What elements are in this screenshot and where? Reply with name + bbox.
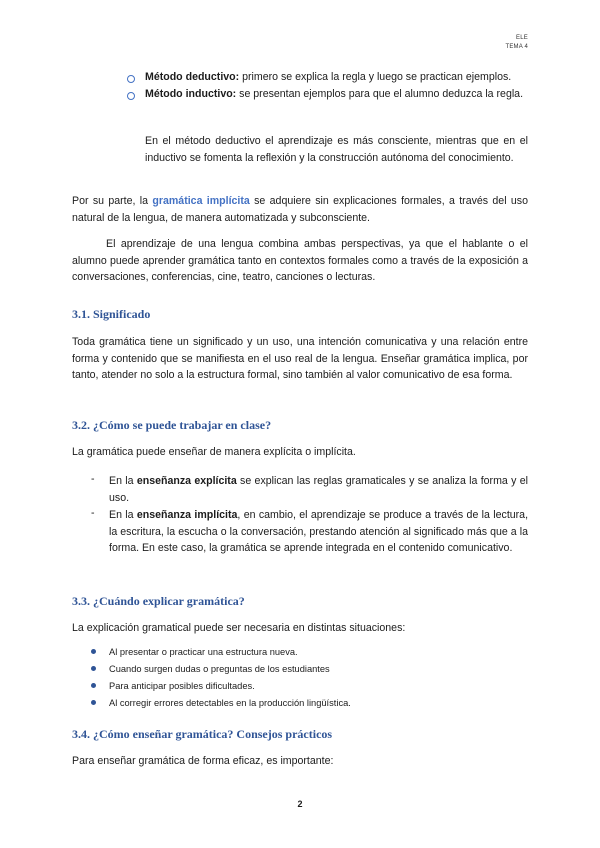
item-text-after: , en cambio, el aprendizaje se produce a través de la lectura, la escritura, la escucha o la conversación, prestando atención al significado más que a la forma. En este caso, la gramática se aprende integrada en el contenido comunicativo. [109, 509, 529, 555]
item-text-before: En la [109, 509, 137, 521]
method-note: En el método deductivo el aprendizaje es más consciente, mientras que en el inductivo se fomenta la reflexión y la construcción autónoma del conocimiento. [145, 135, 528, 164]
section-3-4-intro: Para enseñar gramática de forma eficaz, es importante: [72, 755, 334, 767]
item-text-before: En la [109, 475, 137, 487]
method-text: primero se explica la regla y luego se practican ejemplos. [239, 71, 512, 83]
list-item: Al corregir errores detectables en la producción lingüística. [109, 698, 351, 708]
list-item: Cuando surgen dudas o preguntas de los estudiantes [109, 664, 330, 674]
implicit-paragraph [72, 193, 528, 226]
section-3-2-intro: La gramática puede enseñar de manera explícita o implícita. [72, 446, 356, 458]
method-item [145, 86, 528, 103]
bullet-dot-icon [91, 700, 96, 705]
section-heading-3-4: 3.4. ¿Cómo enseñar gramática? Consejos prácticos [72, 727, 333, 741]
dash-bullet-icon: - [91, 473, 95, 485]
section-heading-3-1: 3.1. Significado [72, 307, 151, 321]
item-text-after: se explican las reglas gramaticales y se analiza la forma y el uso. [109, 475, 528, 504]
method-text: se presentan ejemplos para que el alumno deduzca la regla. [236, 88, 524, 100]
teaching-item [109, 507, 528, 557]
combine-paragraph: El aprendizaje de una lengua combina ambas perspectivas, ya que el hablante o el alumno puede aprender gramática tanto en contextos formales como a través de la exposición a conversaciones, conferencias, cine, teatro, canciones o lecturas. [72, 238, 528, 284]
teaching-term: enseñanza explícita [136, 475, 237, 487]
section-3-3-intro: La explicación gramatical puede ser necesaria en distintas situaciones: [72, 622, 406, 634]
teaching-item [109, 473, 528, 506]
implicit-text-before: Por su parte, la [72, 195, 153, 207]
header-topic: TEMA 4 [505, 44, 528, 50]
implicit-text-after: se adquiere sin explicaciones formales, a través del uso natural de la lengua, de manera automatizada y subconsciente. [72, 195, 528, 224]
ring-bullet-icon [127, 92, 135, 100]
bullet-dot-icon [91, 666, 96, 671]
page-number: 2 [297, 799, 303, 809]
method-item [145, 69, 528, 86]
page-header [505, 34, 528, 52]
implicit-grammar-term: gramática implícita [152, 195, 250, 207]
bullet-dot-icon [91, 683, 96, 688]
teaching-term: enseñanza implícita [136, 509, 238, 521]
list-item: Para anticipar posibles dificultades. [109, 681, 255, 691]
dash-bullet-icon: - [91, 507, 95, 519]
section-3-1-text: Toda gramática tiene un significado y un uso, una intención comunicativa y una relación entre forma y contenido que se manifiesta en el uso real de la lengua. Enseñar gramática implica, por tanto, atender no solo a la estructura formal, sino también al valor comunicativo de esa forma. [72, 336, 528, 382]
method-term: Método inductivo: [145, 88, 237, 100]
ring-bullet-icon [127, 75, 135, 83]
bullet-dot-icon [91, 649, 96, 654]
section-heading-3-3: 3.3. ¿Cuándo explicar gramática? [72, 594, 245, 608]
section-heading-3-2: 3.2. ¿Cómo se puede trabajar en clase? [72, 418, 272, 432]
method-term: Método deductivo: [145, 71, 240, 83]
list-item: Al presentar o practicar una estructura nueva. [109, 647, 298, 657]
header-subject: ELE [516, 35, 528, 41]
